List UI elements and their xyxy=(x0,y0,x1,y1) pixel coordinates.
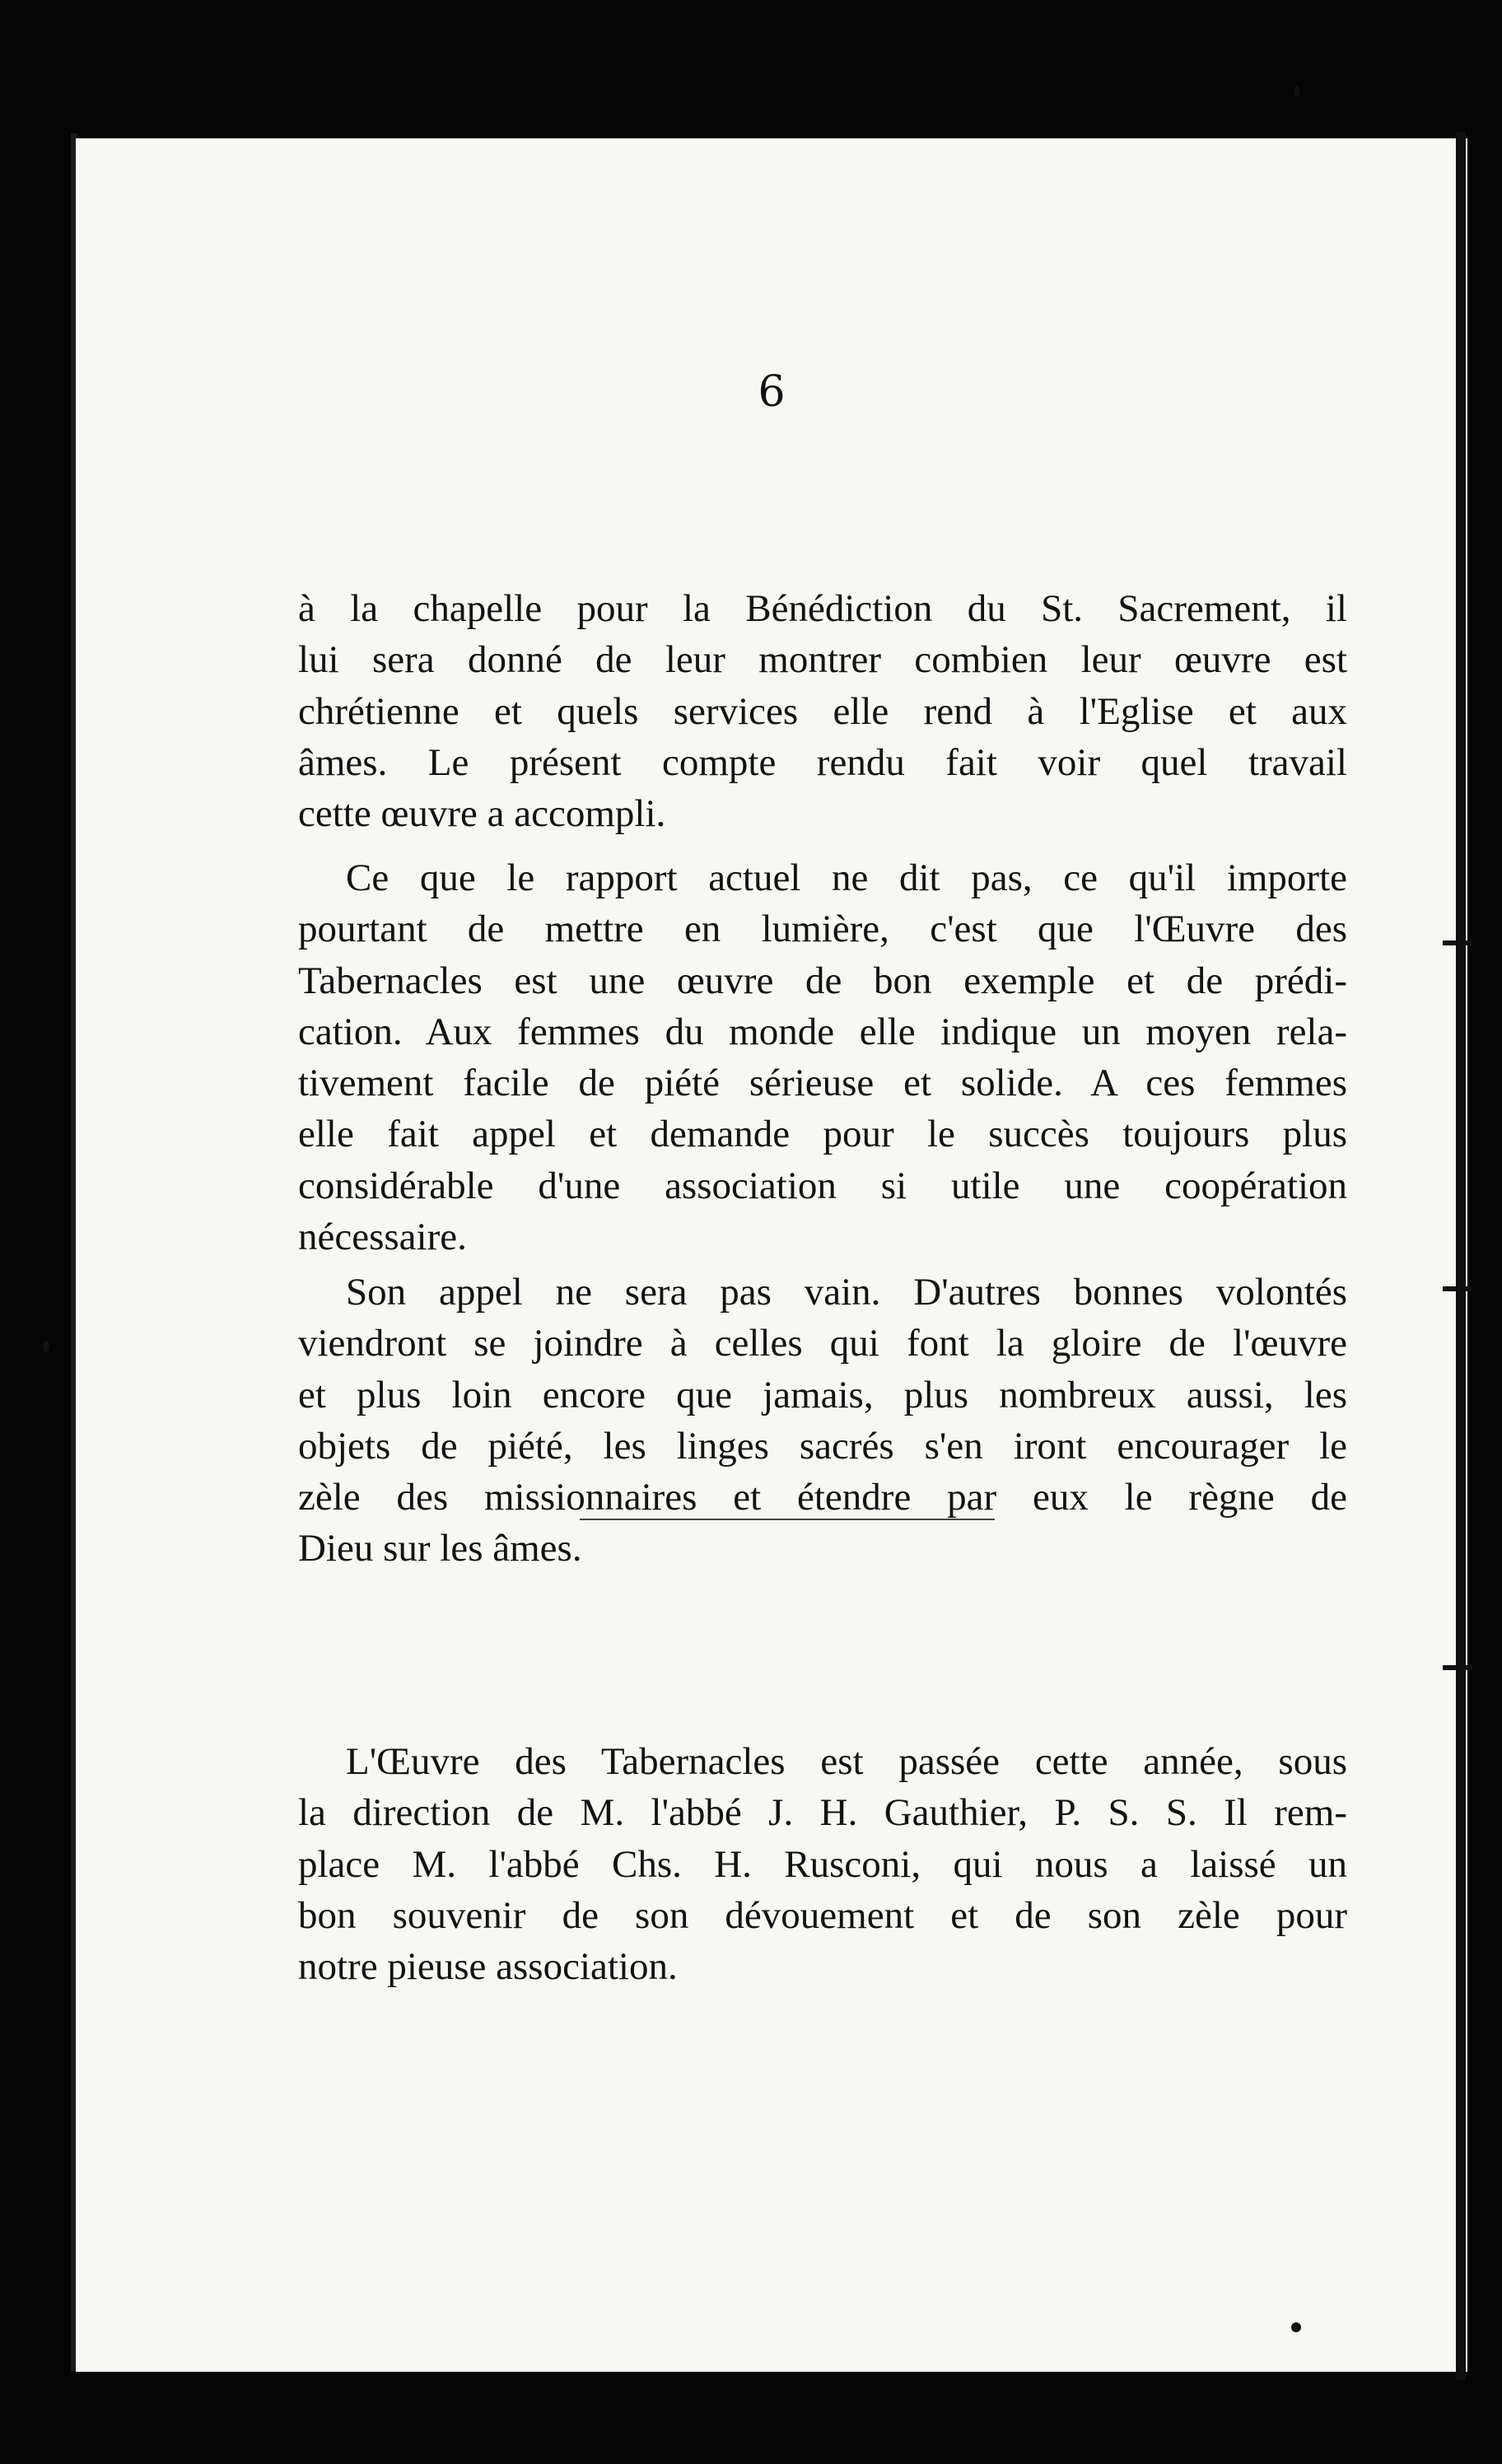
book-page xyxy=(76,138,1467,2372)
text-line: nécessaire. xyxy=(298,1216,467,1259)
text-line: Dieu sur les âmes. xyxy=(298,1527,582,1570)
scan-speck xyxy=(1294,86,1299,97)
text-line: place M. l'abbé Chs. H. Rusconi, qui nous a laissé un xyxy=(298,1842,1347,1886)
scan-speck xyxy=(1291,2322,1301,2332)
text-line: bon souvenir de son dévouement et de son zèle pour xyxy=(298,1893,1347,1937)
text-line: Ce que le rapport actuel ne dit pas, ce qu'il importe xyxy=(346,856,1347,899)
text-line: tivement facile de piété sérieuse et solide. A ces femmes xyxy=(298,1062,1347,1105)
text-line: Tabernacles est une œuvre de bon exemple et de prédi- xyxy=(298,959,1347,1002)
text-line: pourtant de mettre en lumière, c'est que l'Œuvre des xyxy=(298,908,1347,951)
text-line: à la chapelle pour la Bénédiction du St. Sacrement, il xyxy=(298,587,1347,630)
section-separator-rule xyxy=(580,1519,995,1520)
paragraph-2 xyxy=(298,852,1347,1262)
page-number: 6 xyxy=(758,367,786,417)
text-line: viendront se joindre à celles qui font la gloire de l'œuvre xyxy=(298,1322,1347,1365)
scan-speck xyxy=(43,1341,49,1352)
paragraph-4 xyxy=(298,1736,1347,1992)
right-margin-rule xyxy=(1456,132,1466,2380)
text-line: Son appel ne sera pas vain. D'autres bonnes volontés xyxy=(346,1271,1347,1314)
text-line: chrétienne et quels services elle rend à l'Eglise et aux xyxy=(298,689,1347,733)
text-line: L'Œuvre des Tabernacles est passée cette année, sous xyxy=(346,1740,1347,1783)
text-line: cette œuvre a accompli. xyxy=(298,792,666,836)
text-line: et plus loin encore que jamais, plus nombreux aussi, les xyxy=(298,1373,1347,1416)
text-line: lui sera donné de leur montrer combien leur œuvre est xyxy=(298,638,1347,682)
text-line: âmes. Le présent compte rendu fait voir quel travail xyxy=(298,740,1347,784)
right-margin-tick xyxy=(1443,940,1472,945)
text-line: elle fait appel et demande pour le succès toujours plus xyxy=(298,1113,1347,1156)
paragraph-1 xyxy=(298,583,1347,839)
paragraph-3 xyxy=(298,1267,1347,1575)
right-margin-tick xyxy=(1443,1665,1472,1670)
text-line: la direction de M. l'abbé J. H. Gauthier, P. S. S. Il rem- xyxy=(298,1791,1347,1835)
text-line: objets de piété, les linges sacrés s'en iront encourager le xyxy=(298,1424,1347,1468)
text-line: cation. Aux femmes du monde elle indique un moyen rela- xyxy=(298,1010,1347,1053)
right-margin-tick xyxy=(1443,1286,1472,1291)
text-line: considérable d'une association si utile une coopération xyxy=(298,1164,1347,1207)
text-line: zèle des missionnaires et étendre par eux le règne de xyxy=(298,1476,1347,1519)
text-line: notre pieuse association. xyxy=(298,1945,678,1989)
